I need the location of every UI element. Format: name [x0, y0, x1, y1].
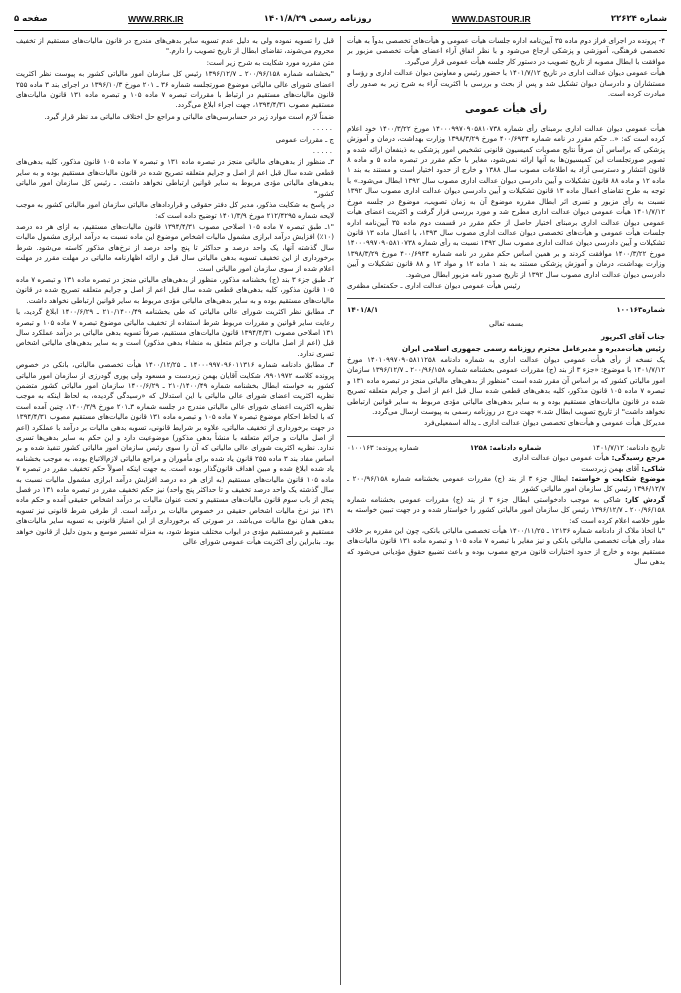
paragraph: در پاسخ به شکایت مذکور، مدیر کل دفتر حقوقی و قراردادهای مالیاتی سازمان امور مالیاتی کشور به موجب لایحه شماره ۲۱۲/۴۲۹۵ مورخ ۱۴۰۱/۳/۹ توضیح داده است که:: [16, 200, 334, 220]
section-separator: [347, 298, 665, 299]
site-link-dastour[interactable]: WWW.DASTOUR.IR: [451, 14, 531, 24]
paragraph: قبل را تسویه نموده ولی به دلیل عدم تسویه سایر بدهی‌های مندرج در قانون مالیات‌های مستقیم از تخفیف محروم می‌شوند، تقاضای ابطال از تاریخ تصویب را دارم.": [16, 36, 334, 56]
page-header: [14, 8, 667, 30]
case-field: [347, 464, 665, 474]
case-field: [347, 453, 665, 463]
case-fields: [347, 453, 665, 526]
intro-paragraph: هیأت عمومی دیوان عدالت اداری در تاریخ ۱۴۰۱/۷/۱۲ با حضور رئیس و معاونین دیوان عدالت اداری و رؤسا و مستشاران و دادرسان دیوان تشکیل شد و پس از بحث و بررسی با اکثریت آراء به شرح زیر به صدور رأی مبادرت کرده است.: [347, 68, 665, 99]
verdict-title: رأی هیأت عمومی: [465, 104, 547, 116]
letter-date: ۱۴۰۱/۸/۱: [347, 305, 379, 315]
letter-signature: مدیرکل هیأت عمومی و هیأت‌های تخصصی دیوان عدالت اداری ـ یداله اسمعیلی‌فرد: [424, 418, 665, 428]
field-label: مرجع رسیدگی:: [611, 453, 665, 463]
field-value: شاکی به موجب دادخواستی ابطال جزء ۳ از بند (ج) مقررات عمومی بخشنامه شماره ۲۰۰/۹۶/۱۵۸ ـ ۱۳۹۶/۱۲/۷ رئیس کل سازمان امور مالیاتی کشور را خواستار شده و در جهت تبیین خواسته به طور خلاصه اعلام کرده است که:: [347, 494, 665, 525]
gazette-date: روزنامه رسمی ۱۴۰۱/۸/۲۹: [263, 14, 372, 24]
field-label: موضوع شکایت و خواسته:: [571, 474, 665, 484]
left-column: [16, 36, 334, 987]
paragraph: ضمناً لازم است موارد زیر در حسابرسی‌های مالیاتی و مراجع حل اختلاف مالیاتی مد نظر قرار گیرد.: [44, 111, 334, 121]
field-value: ابطال جزء ۳ از بند (ج) مقررات عمومی بخشنامه شماره ۲۰۰/۹۶/۱۵۸ ـ ۱۳۹۶/۱۲/۷ رئیس کل سازمان امور مالیاتی کشور: [347, 474, 665, 494]
letter-number: شماره۱۰۰۱۶۳: [616, 305, 665, 315]
case-field: [347, 474, 665, 495]
column-divider: [340, 36, 341, 985]
paragraph: "بخشنامه شماره ۲۰۰/۹۶/۱۵۸ ـ ۱۳۹۶/۱۲/۷ رئیس کل سازمان امور مالیاتی کشور به پیوست نظر اکثریت اعضای شورای عالی مالیاتی موضوع صورتجلسه شماره ۳۶ ـ ۲۰۱ مورخ ۱۳۹۶/۱۰/۳ در اجرای بند ۳ ماده ۲۵۵ قانون مالیات‌های مستقیم در ارتباط با مقررات تبصره ۷ ماده ۱۰۵ و تبصره ماده ۱۳۱ قانون مالیات‌های مستقیم مصوب ۱۳۹۴/۴/۳۱، جهت اجراء ابلاغ می‌گردد.: [16, 69, 334, 110]
case-meta: [347, 443, 665, 453]
paragraph: "۱ـ طبق تبصره ۷ ماده ۱۰۵ اصلاحی مصوب ۱۳۹۴/۴/۳۱ قانون مالیات‌های مستقیم، به ازای هر ده درصد (۱۰٪) افزایش درآمد ابرازی مشمول مالیات اشخاص موضوع این ماده نسبت به درآمد ابرازی مشمول مالیات سال گذشته آنها، یک واحد درصد و حداکثر تا پنج واحد درصد از نرخ‌های مذکور کاسته می‌شود. شرط برخورداری از این تخفیف تسویه بدهی مالیاتی سال قبل و ارائه اظهارنامه مالیاتی در مهلت مقرر در مهلت اعلام شده از سوی سازمان امور مالیاتی است.: [16, 221, 334, 273]
right-column: [347, 36, 665, 987]
field-value: هیأت عمومی دیوان عدالت اداری: [512, 453, 612, 463]
header-rule: [14, 30, 667, 31]
ellipsis: .....: [312, 146, 334, 156]
section-separator: [347, 436, 665, 437]
case-field: [347, 495, 665, 526]
field-label: شاکی:: [641, 463, 665, 473]
paragraph: ۳ـ مطابق نظر اکثریت شورای عالی مالیاتی که طی بخشنامه ۲۱۰/۱۴۰۰/۴۹ ـ ۱۴۰۰/۶/۲۹ ابلاغ گردید، با رعایت سایر قوانین و مقررات مربوط شرط استفاده از تخفیف مالیاتی موضوع تبصره ۷ ماده ۱۰۵ و تبصره ۱۳۱ اصلاحی مصوب ۱۳۹۴/۴/۳۱ قانون مالیات‌های مستقیم، صرفاً تسویه بدهی مالیاتی بر درآمد عملکرد سال قبل (اعم از اصل مالیات و جرائم متعلق به منشاء بدهی مذکور) است و به سایر بدهی‌های مالیاتی اشخاص تسری ندارد.: [16, 307, 334, 358]
complaint-tail: "با اتخاذ ملاک از دادنامه شماره ۱۲۱۳۶ ـ ۱۴۰۰/۱۱/۲۵ هیأت تخصصی مالیاتی بانکی، چون این مقرره بر خلاف مفاد رأی هیأت تخصصی مالیاتی بانکی و نیز مغایر با تبصره ۷ ماده ۱۰۵ و تبصره ماده ۱۳۱ قانون مالیات‌های مستقیم بوده و خارج از حدود اختیارات قانون مرجع مصوب بوده و باعث تضییع حقوق مؤدیانی می‌شود که بدهی سال: [347, 526, 665, 567]
verdict-signature: رئیس هیأت عمومی دیوان عدالت اداری ـ حکمتعلی مظفری: [347, 280, 521, 290]
letter-meta: [347, 305, 665, 315]
letter-body: یک نسخه از رأی هیأت عمومی دیوان عدالت اداری به شماره دادنامه ۱۴۰۱۰۹۹۷۰۹۰۵۸۱۱۲۵۸ مورخ ۱۴۰۱/۷/۱۲ با موضوع: «جزء ۳ از بند (ج) مقررات عمومی بخشنامه شماره ۲۰۰/۹۶/۱۵۸ ـ ۱۳۹۶/۱۲/۷ سازمان امور مالیاتی کشور که بر اساس آن مقرر شده است "منظور از بدهی‌های مالیاتی منجز در تبصره ماده ۱۳۱ و تبصره ۷ ماده ۱۰۵ قانون مذکور، کلیه بدهی‌های قطعی شده سال قبل اعم از اصل و جرایم متعلقه تصریح شده در قانون مالیات‌های مستقیم بوده و به سایر بدهی‌های مالیاتی مؤدی مربوط به سایر قوانین ارتباطی نخواهد داشت" از تاریخ تصویب ابطال شد.» جهت درج در روزنامه رسمی به پیوست ارسال می‌گردد.: [347, 354, 665, 416]
paragraph: ۴ـ مطابق دادنامه شماره ۱۴۰۰۰۹۹۷۰۹۶۰۱۱۳۱۶ ـ ۱۴۰۰/۱۲/۲۵ هیأت تخصصی مالیاتی، بانکی در خصوص پرونده کلاسه ۹۹۰۱۹۷۲، شکایت آقایان بهمن زبردست و مسعود ولی پوری گودرزی از سازمان امور مالیاتی کشور به خواسته ابطال بخشنامه شماره ۲۱۰/۱۴۰۰/۴۹ ـ ۱۴۰۰/۶/۲۹ سازمان امور مالیاتی کشور متضمن نظریه اکثریت اعضای شورای عالی مالیاتی با این استدلال که «رسیدگی گردیده، به لحاظ اینکه به موجب نظریه اکثریت اعضای شورای عالی مالیاتی مندرج در جلسه شماره ۳ـ۲۰۱ مورخ ۱۴۰۰/۳/۹، چنین آمده است که با لحاظ احکام موضوع تبصره ۷ ماده ۱۰۵ و تبصره ماده ۱۳۱ قانون مالیات‌های مستقیم مصوب ۱۳۹۴/۴/۳۱ در جهت برخورداری از تخفیف مالیاتی، علاوه بر شرایط قانونی، تسویه بدهی مالیات بر درآمد با عملکرد (اعم از اصل مالیات و جرائم متعلقه با منشأ بدهی مذکور) موضوعیت دارد و این حکم به سایر بدهی‌ها تسری ندارد. نظریه اکثریت شورای عالی مالیاتی که آن را سوی رئیس سازمان امور مالیاتی کشور تنفیذ شده و بر اساس مفاد بند ۳ ماده ۲۵۵ قانون یاد شده برای مأموران و مراجع مالیاتی لازم‌الاتباع بوده، به موجب بخشنامه یاد شده ابلاغ شده و مبین اهداف قانون‌گذار بوده است. به جهت اینکه اصولاً حکم تخفیف مقرر در تبصره ۷ ماده ۱۰۵ قانون مالیات‌های مستقیم (به ازای هر ده درصد افزایش درآمد ابرازی مشمول مالیات نسبت به سال گذشته یک واحد درصد تخفیف و تا حداکثر پنج واحد) نیز حکم تخفیف مقرر در تبصره ماده ۱۳۱ در فصل پنجم از باب سوم قانون مالیات‌های مستقیم و تحت عنوان مالیات بر درآمد اشخاص حقیقی آمده و حکم ماده ۱۳۱ نیز نرخ مالیات اشخاص حقیقی در خصوص مالیات بر درآمد است. از طرفی شرط قانونی نیز تسویه بدهی همان نوع مالیات می‌باشد. در صورتی که برخورداری از این امتیاز قانونی به تسویه سایر مالیات‌های مستقیم و غیرمستقیم مؤدی در ابواب مختلف منوط شود، به منزله تفسیر موسع و بدون دلیل از قانون خواهد بود. بنابراین رأی اکثریت هیأت عمومی شورای عالی: [16, 360, 334, 547]
sub-heading: ج ـ مقررات عمومی: [275, 134, 334, 144]
page-number: صفحه ۵: [14, 14, 48, 24]
file-number: شماره پرونده: ۰۱۰۰۱۶۳: [347, 442, 419, 452]
verdict-body: هیأت عمومی دیوان عدالت اداری برمبنای رأی شماره ۱۴۰۰۰۹۹۷۰۹۰۵۸۱۰۷۳۸ مورخ ۱۴۰۰/۳/۲۲ خود اعلام کرده است که: «.. حکم مقرر در نامه شماره ۴۰۰/۶۹۴۴ مورخ ۱۳۹۸/۳/۲۹ وزارت بهداشت، درمان و آموزش پزشکی که براساس آن صرفاً نتایج مصوبات کمیسیون قانونی تشخیص امور پزشکی به ذینفعان ارائه شده و تصویر صورتجلسات این کمیسیون‌ها به آنها ارائه نمی‌شود، مغایر با حکم مقرر در تبصره ماده ۵ و ماده ۸ قانون انتشار و دسترسی آزاد به اطلاعات مصوب سال ۱۳۸۸ و خارج از حدود اختیار است و مستند به بند ۱ ماده ۱۲ و ماده ۸۸ قانون تشکیلات و آیین دادرسی دیوان عدالت اداری مصوب سال ۱۳۹۲ ابطال می‌شود.» با توجه به طرح تقاضای اعمال ماده ۱۳ قانون تشکیلات و آیین دادرسی دیوان عدالت اداری مصوب سال ۱۳۹۲ نسبت به رأی مزبور و تسری اثر ابطال مقرره موضوع آن به زمان تصویب، موضوع در جلسه مورخ ۱۴۰۱/۷/۱۲ هیأت عمومی دیوان عدالت اداری مطرح شد و مورد بررسی قرار گرفت و اکثریت اعضای هیأت عمومی دیوان عدالت اداری برمبنای اختیار حاصل از حکم مقرر در قسمت دوم ماده ۳۵ آیین‌نامه اداره جلسات هیأت عمومی و هیأت‌های تخصصی دیوان عدالت اداری مصوب سال ۱۳۹۳، با اعمال ماده ۱۳ قانون تشکیلات و آیین دادرسی دیوان عدالت اداری مصوب سال ۱۳۹۲ نسبت به رأی شماره ۱۴۰۰۰۹۹۷۰۹۰۵۸۱۰۷۳۸ مورخ ۱۴۰۰/۳/۲۲ موافقت کردند و بر همین اساس حکم مقرر در نامه شماره ۴۰۰/۶۹۴۴ مورخ ۱۳۹۸/۳/۲۹ وزارت بهداشت، درمان و آموزش پزشکی مستند به بند ۱ ماده ۱۲ و مواد ۱۳ و ۸۸ قانون تشکیلات و آیین دادرسی دیوان عدالت اداری مصوب سال ۱۳۹۲ از تاریخ صدور نامه مزبور ابطال می‌شود.: [347, 123, 665, 279]
addressee: جناب آقای اکبرپور: [600, 332, 665, 342]
issue-number: شماره ۲۲۶۲۴: [610, 14, 667, 24]
paragraph: ۳ـ منظور از بدهی‌های مالیاتی منجز در تبصره ماده ۱۳۱ و تبصره ۷ ماده ۱۰۵ قانون مذکور، کلیه بدهی‌های قطعی شده سال قبل اعم از اصل و جرایم متعلقه تصریح شده در قانون مالیات‌های مستقیم بوده و به سایر بدهی‌های مالیاتی مؤدی مربوط به سایر قوانین ارتباطی نخواهد داشت. ـ رئیس کل سازمان امور مالیاتی کشور": [16, 157, 334, 198]
basmala: بسمه تعالی: [488, 318, 524, 328]
ellipsis: .....: [312, 123, 334, 133]
intro-paragraph: ۴- پرونده در اجرای فراز دوم ماده ۳۵ آیین‌نامه اداره جلسات هیأت عمومی و هیأت‌های تخصصی بدواً به هیأت تخصصی فرهنگی، آموزشی و پزشکی ارجاع می‌شود و با نظر اتفاق آراء اعضای هیأت تخصصی مزبور بر موافقت با ابطال مصوبه از تاریخ تصویب در دستور کار جلسه هیأت عمومی قرار می‌گیرد.: [347, 36, 665, 66]
verdict-date: تاریخ دادنامه: ۱۴۰۱/۷/۱۲: [592, 442, 665, 452]
paragraph: متن مقرره مورد شکایت به شرح زیر است:: [206, 57, 334, 67]
site-link-rrk[interactable]: WWW.RRK.IR: [128, 14, 184, 24]
addressee-title: رئیس هیأت‌مدیره و مدیرعامل محترم روزنامه رسمی جمهوری اسلامی ایران: [401, 343, 665, 353]
field-value: آقای بهمن زبردست: [581, 463, 642, 473]
field-label: گردش کار:: [624, 494, 665, 504]
verdict-number: شماره دادنامه: ۱۲۵۸: [469, 442, 542, 452]
paragraph: ۲ـ طبق جزء ۳ بند (ج) بخشنامه مذکور، منظور از بدهی‌های مالیاتی منجز در تبصره ماده ۱۳۱ و تبصره ۷ ماده ۱۰۵ قانون مذکور، کلیه بدهی‌های قطعی شده سال قبل اعم از اصل و جرایم متعلقه تصریح شده در قانون مالیات‌های مستقیم بوده و به سایر بدهی‌های مالیاتی مؤدی مربوط به سایر قوانین ارتباطی نخواهد داشت.: [16, 274, 334, 305]
